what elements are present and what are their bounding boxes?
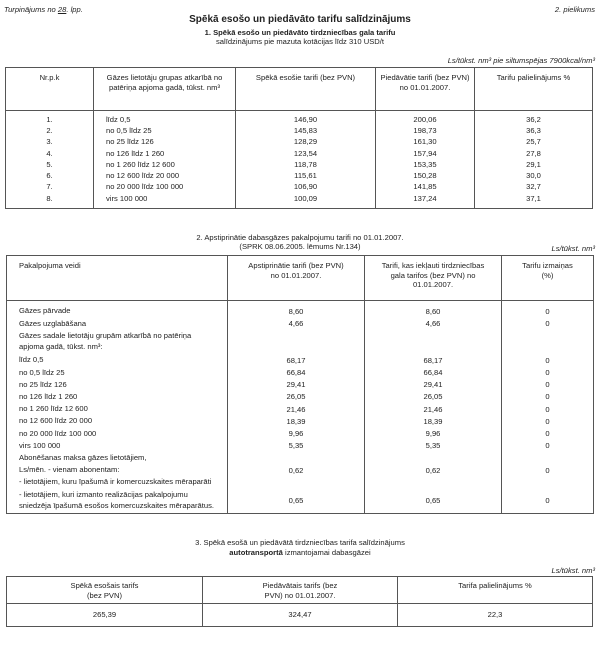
table-row bbox=[7, 476, 594, 488]
section3-subtitle: autotransportā izmantojamai dabasgāzei bbox=[229, 548, 371, 557]
col-header: Piedāvātie tarifi (bez PVN) no 01.01.2007. bbox=[376, 68, 475, 111]
table-cell: 8,60 bbox=[365, 301, 502, 318]
autotransport-tariff-table bbox=[6, 576, 593, 627]
table-cell: 0,62 bbox=[228, 464, 365, 476]
service-tariffs-table bbox=[6, 255, 594, 514]
table-cell: Gāzes uzglabāšana bbox=[7, 318, 228, 330]
table-cell bbox=[365, 452, 502, 464]
table-cell: 29,41 bbox=[228, 379, 365, 391]
table-cell: 324,47 bbox=[203, 604, 398, 627]
col-header: Tarifu palielinājums % bbox=[475, 68, 593, 111]
table-cell: no 0,5 līdz 25 bbox=[7, 367, 228, 379]
section1-title: 1. Spēkā esošo un piedāvāto tirdzniecības gala tarifu bbox=[204, 28, 396, 37]
table-cell bbox=[228, 476, 365, 488]
table-cell: 198,73 bbox=[376, 125, 475, 136]
table-cell: 36,3 bbox=[475, 125, 593, 136]
table-row bbox=[6, 110, 593, 125]
table-cell: 200,06 bbox=[376, 110, 475, 125]
table-cell: 141,85 bbox=[376, 181, 475, 192]
table-cell: Gāzes pārvade bbox=[7, 301, 228, 318]
table-cell: 0 bbox=[502, 464, 594, 476]
table-cell: no 20 000 līdz 100 000 bbox=[7, 428, 228, 440]
table-row bbox=[6, 148, 593, 159]
table-cell: 150,28 bbox=[376, 170, 475, 181]
table-cell: no 25 līdz 126 bbox=[94, 136, 236, 147]
table-cell: 68,17 bbox=[365, 354, 502, 366]
table-cell: 0 bbox=[502, 391, 594, 403]
table-cell: 66,84 bbox=[228, 367, 365, 379]
table-cell bbox=[365, 476, 502, 488]
table-cell bbox=[502, 330, 594, 354]
table-cell: 115,61 bbox=[236, 170, 376, 181]
col-header: Gāzes lietotāju grupas atkarībā no patēriņa apjoma gadā, tūkst. nm³ bbox=[94, 68, 236, 111]
continuation-note: Turpinājums no 28. lpp. bbox=[4, 5, 83, 14]
table-cell bbox=[228, 330, 365, 354]
table-cell: 157,94 bbox=[376, 148, 475, 159]
section2-title: 2. Apstiprinātie dabasgāzes pakalpojumu tarifi no 01.01.2007. bbox=[196, 233, 404, 242]
section2-subtitle: (SPRK 08.06.2005. lēmums Nr.134) bbox=[239, 242, 361, 251]
table-cell: 118,78 bbox=[236, 159, 376, 170]
table-cell: no 126 līdz 1 260 bbox=[7, 391, 228, 403]
table-cell: Gāzes sadale lietotāju grupām atkarībā no patēriņa apjoma gadā, tūkst. nm³: bbox=[7, 330, 228, 354]
table-cell: 123,54 bbox=[236, 148, 376, 159]
table-cell: no 1 260 līdz 12 600 bbox=[7, 403, 228, 415]
table-cell: 8,60 bbox=[228, 301, 365, 318]
table-cell: 2. bbox=[6, 125, 94, 136]
table-cell: 21,46 bbox=[228, 403, 365, 415]
table-cell: no 25 līdz 126 bbox=[7, 379, 228, 391]
table-cell: 26,05 bbox=[228, 391, 365, 403]
table-cell: 36,2 bbox=[475, 110, 593, 125]
table-cell: 0 bbox=[502, 354, 594, 366]
section3-unit: Ls/tūkst. nm³ bbox=[551, 566, 595, 575]
table-row bbox=[6, 125, 593, 136]
table-cell: Ls/mēn. - vienam abonentam: bbox=[7, 464, 228, 476]
col-header: Apstiprinātie tarifi (bez PVN) no 01.01.2007. bbox=[228, 256, 365, 301]
table-cell: 18,39 bbox=[228, 415, 365, 427]
table-cell: 27,8 bbox=[475, 148, 593, 159]
table-cell bbox=[228, 452, 365, 464]
table-row bbox=[6, 159, 593, 170]
table-cell: 37,1 bbox=[475, 193, 593, 204]
table-row bbox=[7, 301, 594, 318]
table-row bbox=[7, 367, 594, 379]
col-header: Spēkā esošie tarifi (bez PVN) bbox=[236, 68, 376, 111]
table-row bbox=[7, 403, 594, 415]
col-header: Tarifa palielinājums % bbox=[398, 577, 593, 604]
col-header: Tarifi, kas iekļauti tirdzniecības gala tarifos (bez PVN) no 01.01.2007. bbox=[365, 256, 502, 301]
table-cell: 6. bbox=[6, 170, 94, 181]
table-cell: - lietotājiem, kuri izmanto realizācijas pakalpojumu sniedzēja īpašumā esošos komercuzskaites mēraparātus. bbox=[7, 489, 228, 513]
table-cell: 0,62 bbox=[365, 464, 502, 476]
table-cell bbox=[502, 476, 594, 488]
table-row bbox=[6, 181, 593, 192]
section1-unit: Ls/tūkst. nm³ pie siltumspējas 7900kcal/nm³ bbox=[447, 56, 595, 65]
table-row bbox=[7, 440, 594, 452]
table-cell: virs 100 000 bbox=[7, 440, 228, 452]
table-cell: virs 100 000 bbox=[94, 193, 236, 204]
table-cell: 0 bbox=[502, 301, 594, 318]
table-row bbox=[6, 170, 593, 181]
section3-title: 3. Spēkā esošā un piedāvātā tirdzniecības tarifa salīdzinājums bbox=[195, 538, 405, 547]
table-row bbox=[7, 354, 594, 366]
table-row bbox=[6, 136, 593, 147]
table-cell: 25,7 bbox=[475, 136, 593, 147]
table-cell: 3. bbox=[6, 136, 94, 147]
table-row bbox=[7, 330, 594, 354]
table-row bbox=[7, 452, 594, 464]
table-cell: 106,90 bbox=[236, 181, 376, 192]
table-cell: 18,39 bbox=[365, 415, 502, 427]
table-cell: 32,7 bbox=[475, 181, 593, 192]
table-cell: 5,35 bbox=[365, 440, 502, 452]
table-cell: 146,90 bbox=[236, 110, 376, 125]
table-cell: 5,35 bbox=[228, 440, 365, 452]
table-cell: 0,65 bbox=[228, 489, 365, 513]
table-cell: 66,84 bbox=[365, 367, 502, 379]
table-cell: 9,96 bbox=[228, 428, 365, 440]
col-header: Tarifu izmaiņas (%) bbox=[502, 256, 594, 301]
table-cell: 265,39 bbox=[7, 604, 203, 627]
table-cell: līdz 0,5 bbox=[7, 354, 228, 366]
table-cell: Abonēšanas maksa gāzes lietotājiem, bbox=[7, 452, 228, 464]
table-cell: 1. bbox=[6, 110, 94, 125]
table-cell: 7. bbox=[6, 181, 94, 192]
table-cell: 21,46 bbox=[365, 403, 502, 415]
table-cell: 22,3 bbox=[398, 604, 593, 627]
table-cell: no 126 līdz 1 260 bbox=[94, 148, 236, 159]
table-row bbox=[7, 391, 594, 403]
table-cell: 9,96 bbox=[365, 428, 502, 440]
document-title: Spēkā esošo un piedāvāto tarifu salīdzinājums bbox=[189, 14, 411, 25]
table-cell: 0 bbox=[502, 367, 594, 379]
table-row bbox=[7, 464, 594, 476]
table-cell: 0 bbox=[502, 428, 594, 440]
table-cell: līdz 0,5 bbox=[94, 110, 236, 125]
table-cell: 0,65 bbox=[365, 489, 502, 513]
table-cell: 153,35 bbox=[376, 159, 475, 170]
table-cell: 0 bbox=[502, 379, 594, 391]
table-cell bbox=[365, 330, 502, 354]
section2-unit: Ls/tūkst. nm³ bbox=[551, 244, 595, 253]
table-cell: 0 bbox=[502, 318, 594, 330]
table-cell: 68,17 bbox=[228, 354, 365, 366]
table-cell: 161,30 bbox=[376, 136, 475, 147]
table-cell: 4,66 bbox=[365, 318, 502, 330]
col-header: Piedāvātais tarifs (bez PVN) no 01.01.2007. bbox=[203, 577, 398, 604]
table-cell: no 12 600 līdz 20 000 bbox=[7, 415, 228, 427]
table-cell: 29,1 bbox=[475, 159, 593, 170]
table-cell: 29,41 bbox=[365, 379, 502, 391]
table-cell: 8. bbox=[6, 193, 94, 204]
table-cell: no 12 600 līdz 20 000 bbox=[94, 170, 236, 181]
section1-subtitle: salīdzinājums pie mazuta kotācijas līdz 310 USD/t bbox=[216, 37, 384, 46]
table-row bbox=[7, 489, 594, 513]
appendix-label: 2. pielikums bbox=[554, 5, 595, 14]
table-row bbox=[6, 193, 593, 204]
table-cell bbox=[502, 452, 594, 464]
table-cell: no 1 260 līdz 12 600 bbox=[94, 159, 236, 170]
table-cell: 4,66 bbox=[228, 318, 365, 330]
table-cell: 0 bbox=[502, 440, 594, 452]
table-cell: 30,0 bbox=[475, 170, 593, 181]
table-row bbox=[7, 379, 594, 391]
table-cell: 100,09 bbox=[236, 193, 376, 204]
col-header: Spēkā esošais tarifs (bez PVN) bbox=[7, 577, 203, 604]
table-cell: - lietotājiem, kuru īpašumā ir komercuzskaites mēraparāti bbox=[7, 476, 228, 488]
col-header: Nr.p.k bbox=[6, 68, 94, 111]
table-cell: 5. bbox=[6, 159, 94, 170]
table-row bbox=[7, 415, 594, 427]
tariff-comparison-table bbox=[5, 67, 593, 209]
table-cell: no 0,5 līdz 25 bbox=[94, 125, 236, 136]
table-cell: 4. bbox=[6, 148, 94, 159]
table-cell: 128,29 bbox=[236, 136, 376, 147]
table-row bbox=[7, 428, 594, 440]
table-cell: 26,05 bbox=[365, 391, 502, 403]
table-cell: 137,24 bbox=[376, 193, 475, 204]
table-cell: no 20 000 līdz 100 000 bbox=[94, 181, 236, 192]
table-cell: 0 bbox=[502, 489, 594, 513]
col-header: Pakalpojuma veidi bbox=[7, 256, 228, 301]
table-cell: 0 bbox=[502, 415, 594, 427]
table-cell: 145,83 bbox=[236, 125, 376, 136]
table-cell: 0 bbox=[502, 403, 594, 415]
table-row bbox=[7, 318, 594, 330]
